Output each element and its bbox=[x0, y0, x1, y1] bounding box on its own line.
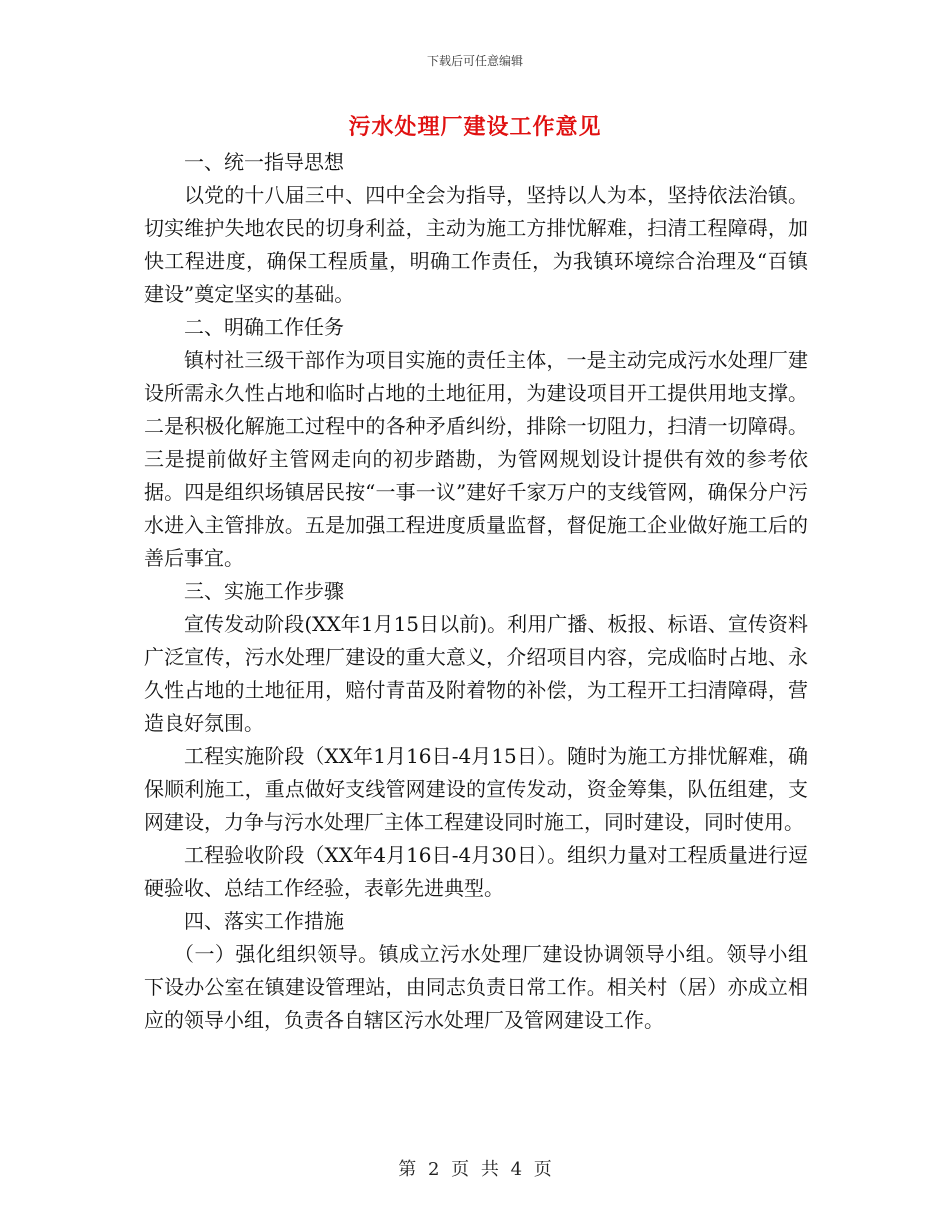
paragraph: 以党的十八届三中、四中全会为指导，坚持以人为本，坚持依法治镇。切实维护失地农民的切身利益，主动为施工方排忧解难，扫清工程障碍，加快工程进度，确保工程质量，明确工作责任，为我镇环境综合治理及“百镇建设”奠定坚实的基础。 bbox=[144, 183, 808, 306]
document-body bbox=[144, 146, 808, 1037]
paragraph: 工程验收阶段（XX年4月16日-4月30日）。组织力量对工程质量进行逗硬验收、总结工作经验，表彰先进典型。 bbox=[144, 843, 808, 900]
page-footer: 第 2 页 共 4 页 bbox=[398, 1159, 552, 1180]
header-note: 下载后可任意编辑 bbox=[426, 54, 523, 68]
section-heading-2: 二、明确工作任务 bbox=[184, 315, 344, 339]
section-heading-4: 四、落实工作措施 bbox=[184, 909, 344, 933]
section-heading-3: 三、实施工作步骤 bbox=[184, 579, 344, 603]
paragraph: 工程实施阶段（XX年1月16日-4月15日）。随时为施工方排忧解难，确保顺利施工，重点做好支线管网建设的宣传发动，资金筹集，队伍组建，支网建设，力争与污水处理厂主体工程建设同时施工，同时建设，同时使用。 bbox=[144, 744, 808, 834]
paragraph: （一）强化组织领导。镇成立污水处理厂建设协调领导小组。领导小组下设办公室在镇建设管理站，由同志负责日常工作。相关村（居）亦成立相应的领导小组，负责各自辖区污水处理厂及管网建设工作。 bbox=[144, 942, 808, 1032]
document-title: 污水处理厂建设工作意见 bbox=[348, 114, 602, 140]
paragraph: 镇村社三级干部作为项目实施的责任主体，一是主动完成污水处理厂建设所需永久性占地和临时占地的土地征用，为建设项目开工提供用地支撑。二是积极化解施工过程中的各种矛盾纠纷，排除一切阻力，扫清一切障碍。三是提前做好主管网走向的初步踏勘，为管网规划设计提供有效的参考依据。四是组织场镇居民按“一事一议”建好千家万户的支线管网，确保分户污水进入主管排放。五是加强工程进度质量监督，督促施工企业做好施工后的善后事宜。 bbox=[144, 348, 808, 570]
section-heading-1: 一、统一指导思想 bbox=[184, 150, 344, 174]
paragraph: 宣传发动阶段(XX年1月15日以前)。利用广播、板报、标语、宣传资料广泛宣传，污水处理厂建设的重大意义，介绍项目内容，完成临时占地、永久性占地的土地征用，赔付青苗及附着物的补偿，为工程开工扫清障碍，营造良好氛围。 bbox=[144, 612, 808, 735]
